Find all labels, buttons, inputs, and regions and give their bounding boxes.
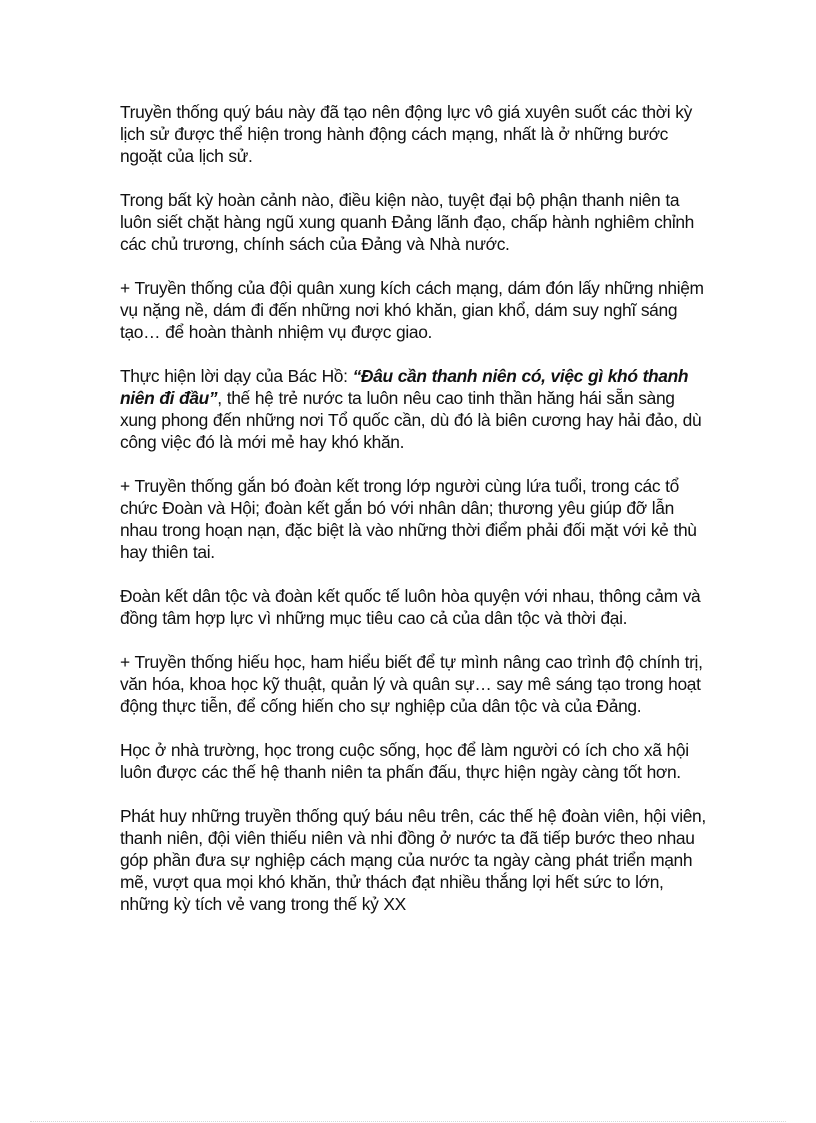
uncle-ho-quote: “Đâu cần thanh niên có, việc gì khó thanh niên đi đầu” [120, 366, 689, 408]
paragraph-vanguard-tradition: + Truyền thống của đội quân xung kích cách mạng, dám đón lấy những nhiệm vụ nặng nề, dám đi đến những nơi khó khăn, gian khổ, dám suy nghĩ sáng tạo… để hoàn thành nhiệm vụ được giao. [120, 278, 704, 342]
paragraph-solidarity-tradition: + Truyền thống gắn bó đoàn kết trong lớp người cùng lứa tuổi, trong các tổ chức Đoàn và Hội; đoàn kết gắn bó với nhân dân; thương yêu giúp đỡ lẫn nhau trong hoạn nạn, đặc biệt là vào những thời điểm phải đối mặt với kẻ thù hay thiên tai. [120, 476, 697, 562]
teaching-continuation: , thế hệ trẻ nước ta luôn nêu cao tinh thần hăng hái sẵn sàng xung phong đến những nơi Tổ quốc cần, dù đó là biên cương hay hải đảo, dù công việc đó là mới mẻ hay khó khăn. [120, 388, 702, 452]
paragraph-tradition-value: Truyền thống quý báu này đã tạo nên động lực vô giá xuyên suốt các thời kỳ lịch sử được thể hiện trong hành động cách mạng, nhất là ở những bước ngoặt của lịch sử. [120, 102, 692, 166]
paragraph-uncle-ho-teaching [120, 365, 710, 453]
paragraph-party-loyalty: Trong bất kỳ hoàn cảnh nào, điều kiện nào, tuyệt đại bộ phận thanh niên ta luôn siết chặt hàng ngũ xung quanh Đảng lãnh đạo, chấp hành nghiêm chỉnh các chủ trương, chính sách của Đảng và Nhà nước. [120, 190, 695, 254]
paragraph-learning-tradition: + Truyền thống hiếu học, ham hiểu biết để tự mình nâng cao trình độ chính trị, văn hóa, khoa học kỹ thuật, quản lý và quân sự… say mê sáng tạo trong hoạt động thực tiễn, để cống hiến cho sự nghiệp của dân tộc và của Đảng. [120, 652, 703, 716]
paragraph-legacy: Phát huy những truyền thống quý báu nêu trên, các thế hệ đoàn viên, hội viên, thanh niên, đội viên thiếu niên và nhi đồng ở nước ta đã tiếp bước theo nhau góp phần đưa sự nghiệp cách mạng của nước ta ngày càng phát triển mạnh mẽ, vượt qua mọi khó khăn, thử thách đạt nhiều thắng lợi hết sức to lớn, những kỳ tích vẻ vang trong thế kỷ XX [120, 806, 706, 914]
paragraph-lifelong-learning: Học ở nhà trường, học trong cuộc sống, học để làm người có ích cho xã hội luôn được các thế hệ thanh niên ta phấn đấu, thực hiện ngày càng tốt hơn. [120, 740, 689, 782]
page-bottom-divider [30, 1121, 786, 1122]
paragraph-national-solidarity: Đoàn kết dân tộc và đoàn kết quốc tế luôn hòa quyện với nhau, thông cảm và đồng tâm hợp lực vì những mục tiêu cao cả của dân tộc và thời đại. [120, 586, 701, 628]
document-body [120, 101, 710, 937]
teaching-intro: Thực hiện lời dạy của Bác Hồ: [120, 366, 353, 386]
